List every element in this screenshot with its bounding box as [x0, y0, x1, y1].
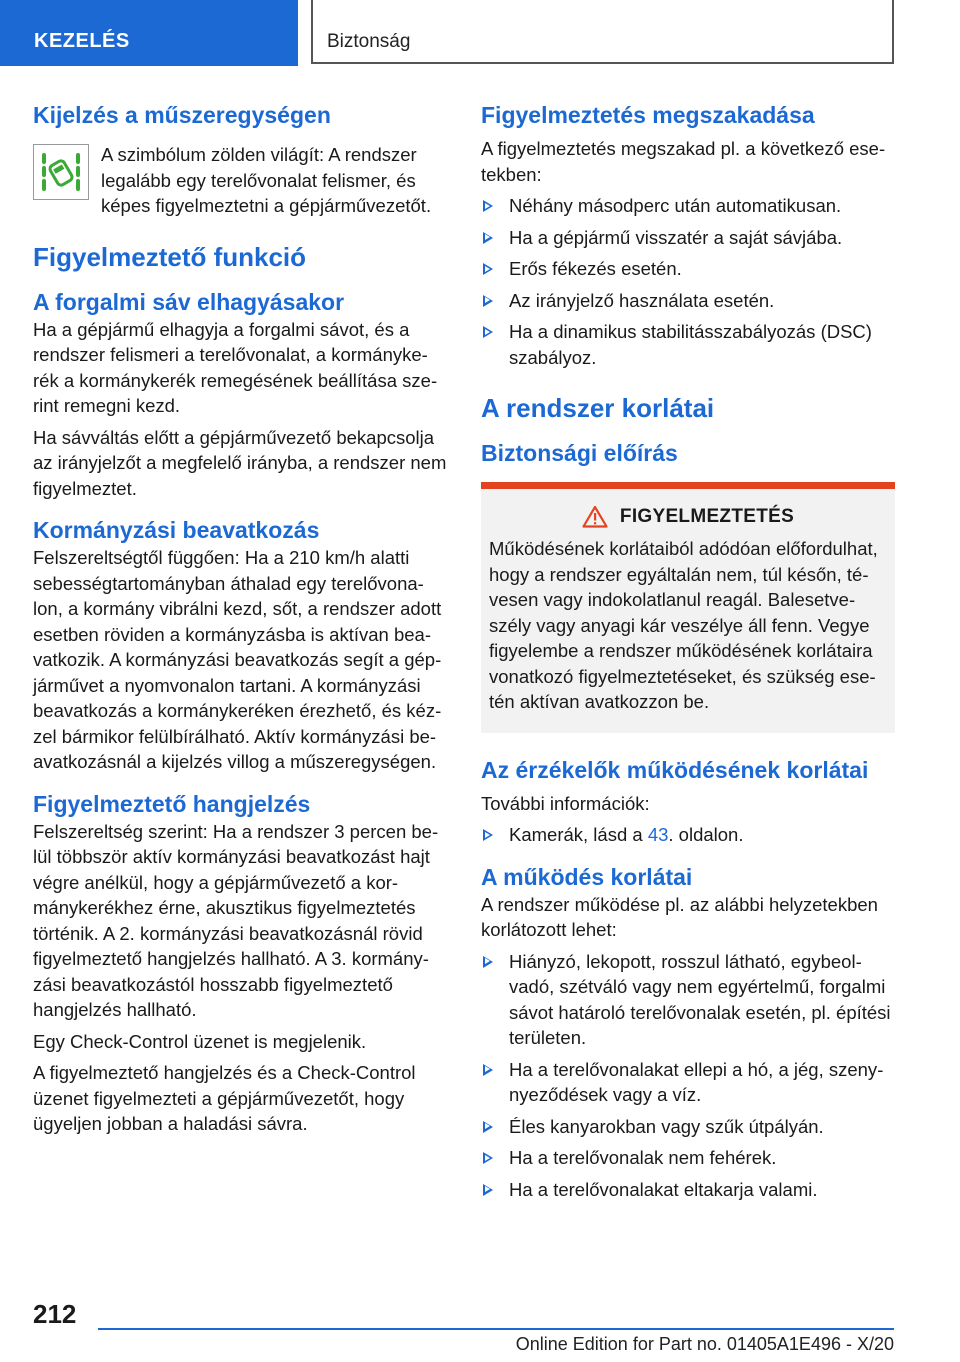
heading-sensor-limits: Az érzékelők működésének korlátai [481, 756, 869, 783]
right-column [481, 100, 895, 1202]
sensors-intro: További információk: [481, 792, 650, 814]
triangle-bullet-icon [483, 1064, 493, 1076]
header-section-label: KEZELÉS [34, 30, 130, 52]
warning-triangle-icon [582, 505, 608, 528]
lane-leaving-paragraph-1: Ha a gépjármű elhagyja a forgalmi sávot, és a rendszer felismeri a terelővonalat, a kormánykerék a kormánykerék remegésének beállítása szerint remegni kezd. [33, 318, 438, 416]
triangle-bullet-icon [483, 829, 493, 841]
page-reference-link[interactable]: 43 [647, 824, 669, 845]
heading-system-limits: A rendszer korlátai [481, 393, 715, 423]
lane-assist-icon [33, 144, 89, 200]
list-item: Az irányjelző használata esetén. [481, 288, 895, 314]
sensors-list [481, 822, 895, 848]
list-item: Éles kanyarokban vagy szűk útpályán. [481, 1114, 895, 1140]
triangle-bullet-icon [483, 200, 493, 212]
sound-paragraph-2: Egy Check-Control üzenet is megjelenik. [33, 1030, 367, 1052]
heading-operation-limits: A működés korlátai [481, 863, 693, 890]
warning-text: Működésének korlátaiból adódóan előfordulhat, hogy a rendszer egyáltalán nem, túl későn, tévesen vagy indokolatlanul reagál. Balesetveszély vagy anyagi kár veszélye áll fenn. Vegye figyelembe a rendszer működésének korlátaira vonatkozó figyelmeztetéseket, és szükség esetén aktívan avatkozzon be. [489, 538, 878, 712]
interruption-intro: A figyelmeztetés megszakad pl. a következő esetekben: [481, 138, 886, 185]
page-number: 212 [33, 1299, 77, 1329]
sound-paragraph-3: A figyelmeztető hangjelzés és a Check-Control üzenet figyelmezteti a gépjárművezetőt, hogy ügyeljen jobban a haladási sávra. [33, 1062, 416, 1134]
triangle-bullet-icon [483, 1152, 493, 1164]
steering-paragraph: Felszereltségtől függően: Ha a 210 km/h alatti sebességtartományban áthalad egy terelővonalon, a kormány vibrálni kezd, sőt, a rendszer adott esetben röviden a kormányzásba is aktívan beavatkozik. A kormányzási beavatkozás segít a gépjárművet a nyomvonalon tartani. A kormányzási beavatkozás a kormánykeréken érezhető, és kézzel bármikor felülbírálható. Aktív kormányzási beavatkozásnál a kijelzés villog a műszeregységen. [33, 547, 442, 772]
operation-intro: A rendszer működése pl. az alábbi helyzetekben korlátozott lehet: [481, 893, 878, 940]
list-item: Néhány másodperc után automatikusan. [481, 193, 895, 219]
warning-title: FIGYELMEZTETÉS [619, 505, 795, 527]
triangle-bullet-icon [483, 1121, 493, 1133]
footer-divider [98, 1328, 894, 1330]
triangle-bullet-icon [483, 232, 493, 244]
header-title: Biztonság [327, 31, 411, 52]
list-item: Ha a gépjármű visszatér a saját sávjába. [481, 225, 895, 251]
operation-list [481, 949, 895, 1203]
left-column [33, 100, 447, 1137]
triangle-bullet-icon [483, 956, 493, 968]
list-item: Ha a terelővonalakat eltakarja valami. [481, 1177, 895, 1203]
warning-box [481, 482, 895, 733]
interruption-list [481, 193, 895, 370]
display-description: A szimbólum zölden világít: A rendszer legalább egy terelővonalat felismer, és képes figyelmeztetni a gépjárművezetőt. [101, 144, 432, 216]
list-item: Erős fékezés esetén. [481, 256, 895, 282]
warning-title-row [489, 505, 887, 528]
footer-edition: Online Edition for Part no. 01405A1E496 - X/20 [515, 1334, 894, 1354]
list-item: Ha a terelővonalakat ellepi a hó, a jég, szenynyeződések vagy a víz. [481, 1057, 895, 1108]
heading-lane-leaving: A forgalmi sáv elhagyásakor [33, 288, 345, 315]
heading-warning-interruption: Figyelmeztetés megszakadása [481, 102, 815, 128]
heading-steering-intervention: Kormányzási beavatkozás [33, 517, 320, 543]
sound-paragraph-1: Felszereltség szerint: Ha a rendszer 3 percen belül többször aktív kormányzási beavatkozást hajt végre anélkül, hogy a gépjárművezető a kormánykerékhez érne, akusztikus figyelmeztetés történik. A 2. kormányzási beavatkozásnál rövid figyelmeztető hangjelzés hallható. A 3. kormányzási beavatkozástól hosszabb figyelmeztető hangjelzés hallható. [33, 820, 439, 1020]
heading-warning-function: Figyelmeztető funkció [33, 241, 307, 272]
triangle-bullet-icon [483, 326, 493, 338]
triangle-bullet-icon [483, 295, 493, 307]
list-item: Kamerák, lásd a 43. oldalon. [481, 822, 895, 848]
lane-leaving-paragraph-2: Ha sávváltás előtt a gépjárművezető bekapcsolja az irányjelzőt a megfelelő irányba, a rendszer nem figyelmeztet. [33, 426, 447, 499]
header-section-tab [0, 0, 298, 66]
list-item: Ha a terelővonalak nem fehérek. [481, 1145, 895, 1171]
display-symbol-row [33, 142, 447, 219]
triangle-bullet-icon [483, 1184, 493, 1196]
heading-display: Kijelzés a műszeregységen [33, 102, 331, 128]
list-item: Ha a dinamikus stabilitásszabályozás (DSC) szabályoz. [481, 319, 895, 370]
heading-safety-notice: Biztonsági előírás [481, 440, 678, 466]
triangle-bullet-icon [483, 263, 493, 275]
list-item: Hiányzó, lekopott, rosszul látható, egybeolvadó, szétváló vagy nem egyértelmű, forgalmi sávot határoló terelővonalak esetén, pl. építési területen. [481, 949, 895, 1051]
header-title-box [311, 0, 894, 64]
heading-warning-sound: Figyelmeztető hangjelzés [33, 790, 311, 817]
